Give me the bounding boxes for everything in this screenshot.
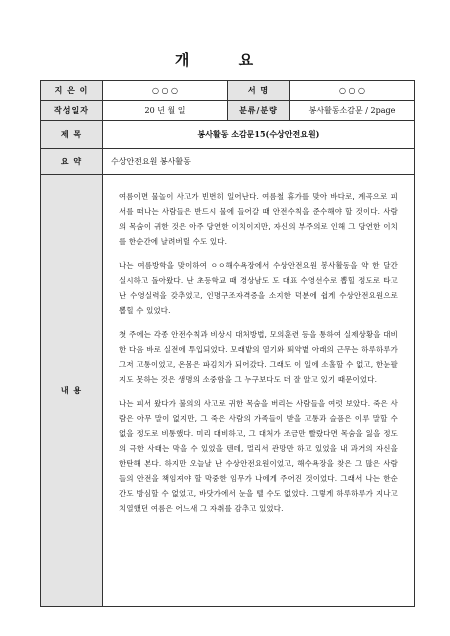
summary-value: 수상안전요원 봉사활동 xyxy=(103,149,415,175)
date-row xyxy=(41,101,415,121)
author-label: 지 은 이 xyxy=(41,81,103,101)
content-paragraph-2: 나는 여름방학을 맞이하여 ㅇㅇ해수욕장에서 수상안전요원 봉사활동을 약 한 달간 실시하고 돌아왔다. 난 초등학교 때 경상남도 도 대표 수영선수로 뽑힐 정도로 타고난 수영실력을 갖추었고, 인명구조자격증을 소지한 덕분에 쉽게 수상안전요원으로 뽑힐 수 있었다. xyxy=(119,261,398,315)
author-row xyxy=(41,81,415,101)
document-title: 개 요 xyxy=(174,51,276,69)
date-value: 20 년 월 일 xyxy=(103,101,228,121)
category-label: 분류/분량 xyxy=(228,101,290,121)
summary-row xyxy=(41,149,415,175)
content-body xyxy=(103,175,415,607)
summary-form-table xyxy=(40,80,415,607)
content-paragraph-1: 여름이면 물놀이 사고가 빈번히 일어난다. 여름철 휴가를 맞아 바다로, 계곡으로 피서를 떠나는 사람들은 반드시 물에 들어갈 때 안전수칙을 준수해야 할 것이다. 사람의 목숨이 귀한 것은 아주 당연한 이치이지만, 자신의 부주의로 인해 그 당연한 이치를 한순간에 날려버릴 수도 있다. xyxy=(119,192,398,246)
content-paragraph-3: 첫 주에는 각종 안전수칙과 비상시 대처방법, 모의훈련 등을 통하여 실제상황을 대비한 다음 바로 실전에 투입되었다. 모래밭의 열기와 뙤약볕 아래의 근무는 하루하루가 그저 고통이었고, 온몸은 파김치가 되어갔다. 그래도 이 일에 소홀할 수 없고, 한눈팔지도 못하는 것은 생명의 소중함을 그 누구보다도 더 잘 알고 있기 때문이었다. xyxy=(119,330,398,384)
subject-value: 봉사활동 소감문15(수상안전요원) xyxy=(103,121,415,149)
content-row xyxy=(41,175,415,607)
content-label: 내 용 xyxy=(41,175,103,607)
subject-row xyxy=(41,121,415,149)
summary-label: 요 약 xyxy=(41,149,103,175)
author-value: ○ ○ ○ xyxy=(103,81,228,101)
content-paragraph-4: 나는 피서 왔다가 불의의 사고로 귀한 목숨을 버리는 사람들을 여럿 보았다. 죽은 사람은 아무 말이 없지만, 그 죽은 사람의 가족들이 받을 고통과 슬픔은 이루 말할 수 없을 정도로 비통했다. 미리 대비하고, 그 대처가 조금만 빨랐다면 목숨을 잃을 정도의 극한 사태는 막을 수 있었을 텐데, 멀리서 관망만 하고 있었을 내 과거의 자신을 한탄해 본다. 하지만 오늘날 난 수상안전요원이었고, 해수욕장을 찾은 그 많은 사람들의 안전을 책임져야 할 막중한 임무가 나에게 주어진 것이었다. 그래서 나는 한순간도 방심할 수 없었고, 바닷가에서 눈을 뗄 수도 없었다. 그렇게 하루하루가 지나고 치열했던 여름은 어느새 그 자취를 감추고 있었다. xyxy=(119,399,398,513)
subject-label: 제 목 xyxy=(41,121,103,149)
date-label: 작성일자 xyxy=(41,101,103,121)
category-value: 봉사활동소감문 / 2page xyxy=(290,101,415,121)
person-value: ○ ○ ○ xyxy=(290,81,415,101)
person-label: 서 명 xyxy=(228,81,290,101)
